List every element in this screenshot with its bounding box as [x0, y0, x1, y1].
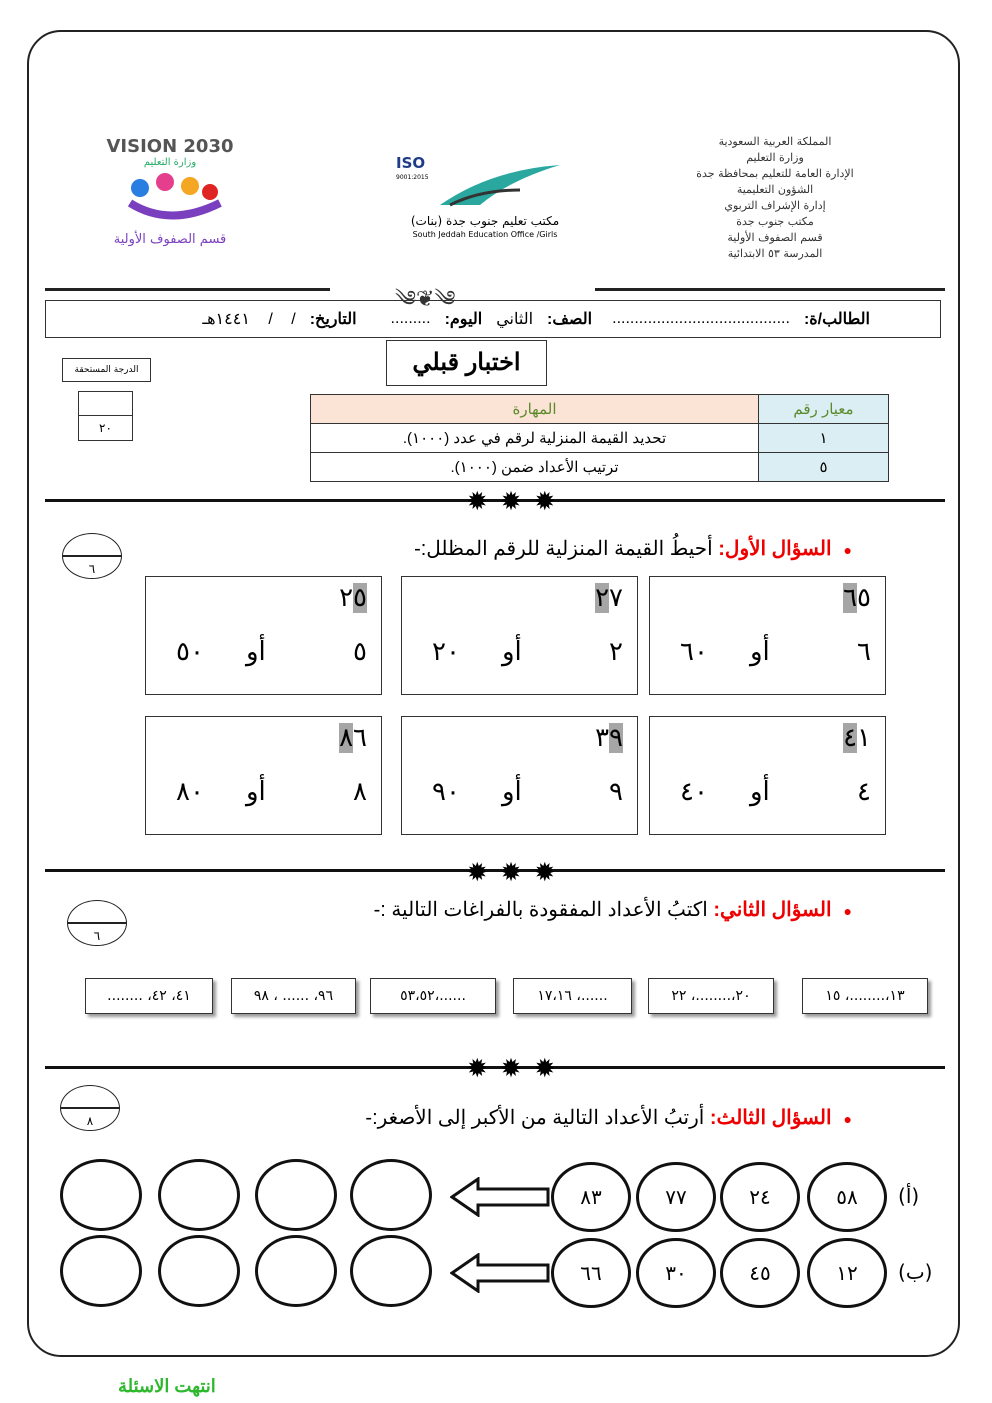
grade-label: الدرجة المستحقة: [62, 358, 151, 382]
kids-logo-icon: [110, 168, 230, 228]
shaded-digit: ٦: [843, 583, 858, 613]
digit: ٣: [595, 723, 610, 753]
number-circle: ٢٤: [720, 1162, 800, 1232]
shaded-digit: ٨: [339, 723, 354, 753]
iso-sub: 9001:2015: [396, 174, 429, 181]
answer-circle[interactable]: [158, 1235, 240, 1307]
bullet-icon: ●: [843, 542, 852, 558]
number-circle: ٨٣: [551, 1162, 631, 1232]
shaded-number: [595, 723, 623, 753]
place-value-box: [649, 576, 886, 695]
or-label: أو: [750, 637, 770, 667]
header-line: إدارة الإشراف التربوي: [724, 199, 826, 212]
shaded-digit: ٩: [609, 723, 623, 753]
office-name-en: South Jeddah Education Office /Girls: [412, 230, 558, 239]
bullet-icon: ●: [843, 903, 852, 919]
number-circle: ١٢: [807, 1238, 887, 1308]
number-circle: ٣٠: [636, 1238, 716, 1308]
question-text: أحيطُ القيمة المنزلية للرقم المظلل:-: [414, 538, 713, 560]
shaded-number: [339, 723, 367, 753]
row-label: (ب): [898, 1260, 933, 1284]
header-rule: [595, 288, 945, 291]
date-field[interactable]: / / ١٤٤١هـ: [202, 311, 296, 328]
skills-table: [310, 394, 889, 482]
header-line: الشؤون التعليمية: [736, 183, 814, 196]
student-field[interactable]: ........................................: [612, 310, 790, 327]
place-value-box: [145, 716, 382, 835]
place-value-box: [401, 576, 638, 695]
header-line: قسم الصفوف الأولية: [727, 231, 823, 244]
shaded-digit: ٥: [353, 583, 367, 613]
grade-total: ٢٠: [99, 421, 112, 435]
arrow-left-icon: [450, 1177, 550, 1217]
row-label: (أ): [898, 1184, 920, 1208]
header-line: المدرسة ٥٣ الابتدائية: [727, 247, 823, 260]
table-row: [311, 424, 889, 453]
shaded-number: [843, 723, 871, 753]
answer-circle[interactable]: [60, 1159, 142, 1231]
answer-circle[interactable]: [350, 1235, 432, 1307]
option-tens[interactable]: ٥٠: [176, 637, 204, 667]
shaded-digit: ٤: [843, 723, 858, 753]
or-label: أو: [246, 777, 266, 807]
ministry-text: وزارة التعليم: [143, 157, 197, 168]
ministry-header: [690, 134, 860, 262]
grade-label: الصف:: [547, 311, 593, 328]
vision-logo: [95, 130, 245, 247]
cell: ترتيب الأعداد ضمن (١٠٠٠).: [311, 453, 759, 482]
cell: ١: [759, 424, 889, 453]
day-field[interactable]: .........: [390, 310, 431, 327]
option-ones[interactable]: ٤: [857, 777, 871, 807]
dept-text: قسم الصفوف الأولية: [113, 232, 227, 247]
arrow-left-icon: [450, 1253, 550, 1293]
score-circle: ٨: [60, 1085, 120, 1131]
table-header: [311, 395, 889, 424]
question-1: [414, 536, 852, 561]
answer-circle[interactable]: [255, 1159, 337, 1231]
iso-logo: ISO: [396, 154, 426, 172]
question-text: أرتبُ الأعداد التالية من الأكبر إلى الأصغر:-: [365, 1107, 705, 1129]
table-row: [311, 453, 889, 482]
or-label: أو: [502, 777, 522, 807]
place-value-box: [649, 716, 886, 835]
student-label: الطالب/ة:: [803, 311, 870, 328]
option-tens[interactable]: ٨٠: [176, 777, 204, 807]
or-label: أو: [246, 637, 266, 667]
header-line: الإدارة العامة للتعليم بمحافظة جدة: [696, 167, 854, 180]
page-title: اختبار قبلي: [386, 340, 547, 386]
end-text: انتهت الاسئلة: [118, 1376, 216, 1396]
place-value-box: [401, 716, 638, 835]
stars-icon: ✹✹✹: [466, 1054, 568, 1084]
sequence-box[interactable]: ......، ١٧،١٦: [513, 978, 632, 1014]
option-tens[interactable]: ٢٠: [432, 637, 460, 667]
header-cell: المهارة: [311, 395, 759, 424]
option-ones[interactable]: ٦: [857, 637, 871, 667]
option-ones[interactable]: ٨: [353, 777, 367, 807]
shaded-number: [843, 583, 871, 613]
digit: ٦: [353, 723, 367, 753]
score-circle: ٦: [67, 900, 127, 946]
option-ones[interactable]: ٥: [353, 637, 367, 667]
sequence-box[interactable]: ٤١، ٤٢، ........: [85, 978, 213, 1014]
sequence-box[interactable]: ٩٦، ...... ، ٩٨: [231, 978, 356, 1014]
number-circle: ٦٦: [551, 1238, 631, 1308]
shaded-digit: ٢: [595, 583, 610, 613]
answer-circle[interactable]: [350, 1159, 432, 1231]
question-3: [365, 1105, 852, 1130]
sequence-box[interactable]: ......،٥٣،٥٢: [370, 978, 496, 1014]
ornament-icon: ༄❦༄: [395, 287, 456, 312]
office-name-ar: مكتب تعليم جنوب جدة (بنات): [410, 214, 560, 228]
digit: ٢: [339, 583, 354, 613]
header-line: وزارة التعليم: [746, 151, 804, 164]
question-label: السؤال الأول:: [718, 538, 832, 560]
day-label: اليوم:: [444, 311, 483, 328]
cell: تحديد القيمة المنزلية لرقم في عدد (١٠٠٠).: [311, 424, 759, 453]
digit: ٧: [609, 583, 623, 613]
or-label: أو: [750, 777, 770, 807]
number-circle: ٥٨: [807, 1162, 887, 1232]
option-tens[interactable]: ٤٠: [680, 777, 708, 807]
shaded-number: [595, 583, 623, 613]
number-circle: ٧٧: [636, 1162, 716, 1232]
question-2: [374, 897, 852, 922]
answer-circle[interactable]: [158, 1159, 240, 1231]
cell: ٥: [759, 453, 889, 482]
header-cell: معيار رقم: [759, 395, 889, 424]
question-label: السؤال الثالث:: [709, 1107, 832, 1129]
bullet-icon: ●: [843, 1111, 852, 1127]
header-line: المملكة العربية السعودية: [718, 135, 832, 148]
sequence-box[interactable]: ٢٠،........، ٢٢: [648, 978, 774, 1014]
option-ones[interactable]: ٢: [609, 637, 623, 667]
wave-logo-icon: [390, 150, 580, 210]
grade-value: الثاني: [496, 311, 534, 328]
number-circle: ٤٥: [720, 1238, 800, 1308]
option-tens[interactable]: ٩٠: [432, 777, 460, 807]
grade-earned[interactable]: [79, 392, 132, 416]
stars-icon: ✹✹✹: [466, 858, 568, 888]
option-tens[interactable]: ٦٠: [680, 637, 708, 667]
answer-circle[interactable]: [60, 1235, 142, 1307]
question-text: اكتبُ الأعداد المفقودة بالفراغات التالية :-: [373, 899, 708, 921]
score-circle: ٦: [62, 533, 122, 579]
or-label: أو: [502, 637, 522, 667]
vision-text: VISION 2030: [106, 136, 234, 157]
student-info-bar: [45, 300, 941, 338]
question-label: السؤال الثاني:: [713, 899, 832, 921]
digit: ٥: [857, 583, 871, 613]
option-ones[interactable]: ٩: [609, 777, 623, 807]
grade-box: [78, 391, 133, 441]
place-value-box: [145, 576, 382, 695]
answer-circle[interactable]: [255, 1235, 337, 1307]
header-rule: [45, 288, 330, 291]
sequence-box[interactable]: ١٣،........، ١٥: [802, 978, 928, 1014]
shaded-number: [339, 583, 367, 613]
date-label: التاريخ:: [309, 311, 357, 328]
header-line: مكتب جنوب جدة: [736, 215, 814, 228]
stars-icon: ✹✹✹: [466, 487, 568, 517]
digit: ١: [857, 723, 871, 753]
